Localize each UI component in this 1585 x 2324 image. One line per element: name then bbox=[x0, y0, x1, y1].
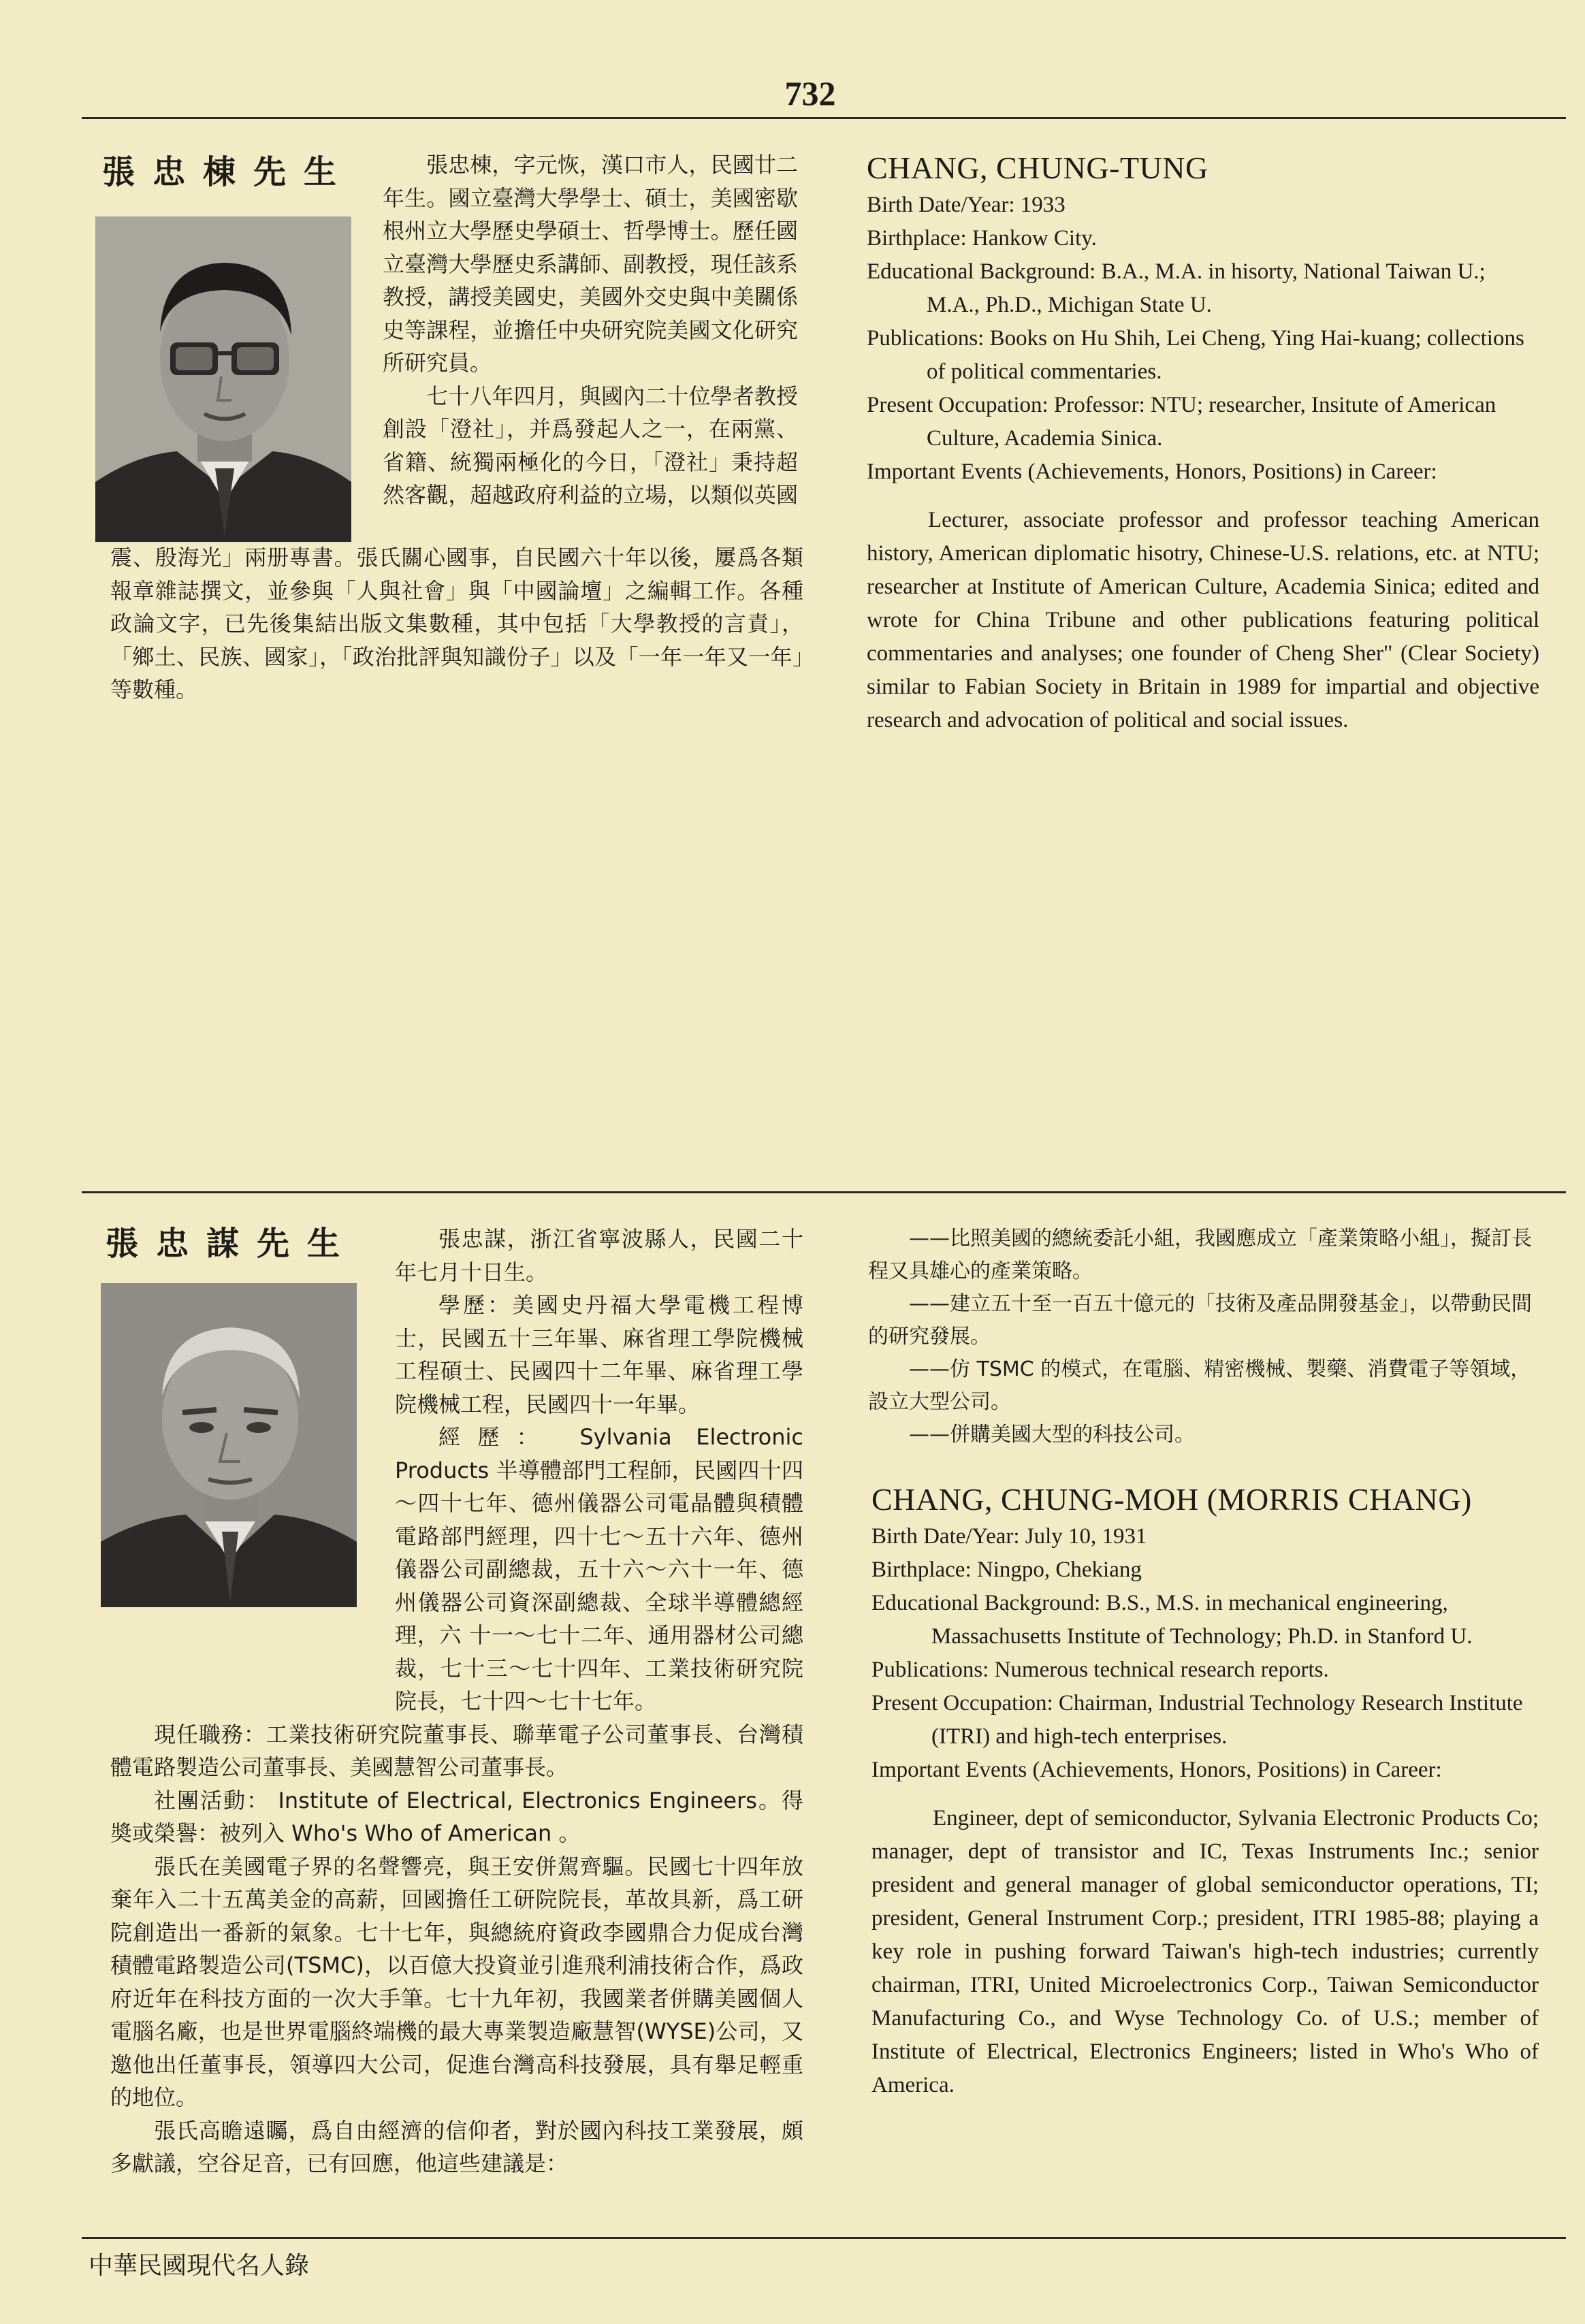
entry2-field-birthdate: Birth Date/Year: July 10, 1931 bbox=[871, 1524, 1147, 1549]
entry2-zh-paragraph-7: 張氏高瞻遠矚，爲自由經濟的信仰者，對於國內科技工業發展，頗多獻議，空谷足音，已有回應，他這些建議是： bbox=[110, 2117, 803, 2176]
entry1-name-en: CHANG, CHUNG-TUNG bbox=[867, 150, 1208, 185]
entry1-en-text bbox=[867, 151, 1539, 737]
entry1-zh-paragraph-2-repeat: 震、殷海光」兩册專書。張氏關心國事，自民國六十年以後，屢爲各類報章雜誌撰文，並參與「人與社會」與「中國論壇」之編輯工作。各種政論文字，已先後集結出版文集數種，其中包括「大學教授的言責」，「鄉土、民族、國家」，「政治批評與知識份子」以及「一年一年又一年」等數種。 bbox=[110, 545, 803, 703]
page-number: 732 bbox=[784, 74, 836, 112]
middle-rule bbox=[82, 1191, 1566, 1193]
entry2-name-zh: 張忠謀先生 bbox=[106, 1225, 358, 1263]
entry2-zh-text bbox=[110, 1223, 803, 2223]
book-title-footer: 中華民國現代名人錄 bbox=[89, 2252, 310, 2280]
entry2-name-en: CHANG, CHUNG-MOH (MORRIS CHANG) bbox=[871, 1482, 1472, 1517]
entry1-zh-paragraph-2-cont bbox=[110, 542, 803, 707]
entry2-zh-paragraph-6: 張氏在美國電子界的名聲響亮，與王安併駕齊驅。民國七十四年放棄年入二十五萬美金的高薪，回國擔任工研院院長，革故具新，爲工研院創造出一番新的氣象。七十七年，與總統府資政李國鼎合力促成台灣積體電路製造公司(TSMC)，以百億大投資並引進飛利浦技術合作，爲政府近年在科技方面的一次大手筆。七十九年初，我國業者併購美國個人電腦名廠，也是世界電腦終端機的最大專業製造廠慧智(WYSE)公司，又邀他出任董事長，領導四大公司，促進台灣高科技發展，具有舉足輕重的地位。 bbox=[110, 1853, 803, 2110]
top-rule bbox=[82, 117, 1566, 119]
entry1-zh-paragraph-1: 張忠棟，字元恢，漢口市人，民國廿二年生。國立臺灣大學學士、碩士，美國密歇根州立大學歷史學碩士、哲學博士。歷任國立臺灣大學歷史系講師、副教授，現任該系教授，講授美國史，美國外交史與中美關係史等課程，並擔任中央研究院美國文化研究所研究員。 bbox=[383, 152, 798, 376]
entry1-zh-text bbox=[110, 148, 803, 513]
entry2-zh-paragraph-4: 現任職務：工業技術研究院董事長、聯華電子公司董事長、台灣積體電路製造公司董事長、美國慧智公司董事長。 bbox=[110, 1721, 803, 1780]
entry2-zh-paragraph-2: 學歷：美國史丹福大學電機工程博士，民國五十三年畢、麻省理工學院機械工程碩士、民國四十二年畢、麻省理工學院機械工程，民國四十一年畢。 bbox=[395, 1292, 803, 1417]
entry1-field-birthplace: Birthplace: Hankow City. bbox=[867, 226, 1097, 251]
entry1-career: Lecturer, associate professor and professor teaching American history, American diplomatic hisotry, Chinese-U.S. relations, etc. at NTU; researcher at Institute of American Culture, Academia Sinica; edited and wrote for China Tribune and other publications featuring political commentaries and analyses; one founder of Cheng Sher" (Clear Society) similar to Fabian Society in Britain in 1989 for impartial and objective research and advocation of political and social issues. bbox=[867, 508, 1539, 732]
entry1-field-education: Educational Background: B.A., M.A. in hisorty, National Taiwan U.; M.A., Ph.D., Michigan State U. bbox=[867, 259, 1486, 317]
entry2-field-events: Important Events (Achievements, Honors, Positions) in Career: bbox=[871, 1758, 1442, 1782]
entry2-field-education: Educational Background: B.S., M.S. in mechanical engineering, Massachusetts Institute of Technology; Ph.D. in Stanford U. bbox=[871, 1591, 1473, 1649]
entry2-zh-paragraph-5: 社團活動： Institute of Electrical, Electronics Engineers。得奬或榮譽：被列入 Who's Who of American 。 bbox=[110, 1787, 803, 1846]
entry1-zh-continuation bbox=[110, 542, 803, 804]
entry1-field-events: Important Events (Achievements, Honors, Positions) in Career: bbox=[867, 459, 1437, 484]
entry2-zh-right bbox=[868, 1223, 1539, 1451]
entry2-zh-proposal-4: ——併購美國大型的科技公司。 bbox=[909, 1423, 1195, 1447]
entry2-field-publications: Publications: Numerous technical research reports. bbox=[871, 1658, 1329, 1682]
entry1-field-publications: Publications: Books on Hu Shih, Lei Cheng, Ying Hai-kuang; collections of political commentaries. bbox=[867, 326, 1524, 384]
entry2-en-text bbox=[871, 1483, 1539, 2102]
entry2-career: Engineer, dept of semiconductor, Sylvania Electronic Products Co; manager, dept of transistor and IC, Texas Instruments Inc.; senior president and general manager of global semiconductor operations, TI; president, General Instrument Corp.; president, ITRI 1985-88; playing a key role in pushing forward Taiwan's high-tech industries; currently chairman, ITRI, United Microelectronics Corp., Taiwan Semiconductor Manufacturing Co., and Wyse Technology Co. of U.S.; member of Institute of Electrical, Electronics Engineers; listed in Who's Who of America. bbox=[871, 1806, 1539, 2097]
entry1-field-occupation: Present Occupation: Professor: NTU; researcher, Insitute of American Culture, Academia Sinica. bbox=[867, 393, 1496, 451]
entry1-field-birthdate: Birth Date/Year: 1933 bbox=[867, 193, 1066, 217]
bottom-rule bbox=[82, 2237, 1566, 2239]
entry1-zh-paragraph-2-head bbox=[383, 380, 798, 513]
entry1-name-zh: 張忠棟先生 bbox=[102, 153, 355, 191]
entry2-zh-proposal-3: ——仿 TSMC 的模式，在電腦、精密機械、製藥、消費電子等領域，設立大型公司。 bbox=[868, 1357, 1531, 1414]
entry1-zh-paragraph-2: 七十八年四月，與國內二十位學者教授創設「澄社」，并爲發起人之一，在兩黨、省籍、統獨兩極化的今日，「澄社」秉持超然客觀，超越政府利益的立場，以類似英國 bbox=[383, 383, 798, 508]
entry2-zh-proposal-2: ——建立五十至一百五十億元的「技術及產品開發基金」，以帶動民間的研究發展。 bbox=[868, 1292, 1532, 1349]
entry2-zh-proposal-1: ——比照美國的總統委託小組，我國應成立「產業策略小組」，擬訂長程又具雄心的產業策略。 bbox=[868, 1227, 1532, 1283]
entry2-field-birthplace: Birthplace: Ningpo, Chekiang bbox=[871, 1558, 1142, 1582]
entry2-zh-paragraph-1: 張忠謀，浙江省寧波縣人，民國二十年七月十日生。 bbox=[395, 1226, 803, 1285]
entry2-zh-paragraph-3: 經歷： Sylvania Electronic Products 半導體部門工程師，民國四十四～四十七年、德州儀器公司電晶體與積體電路部門經理，四十七～五十六年、德州儀器公司副總裁，五十六～六十一年、德州儀器公司資深副總裁、全球半導體總經理，六 十一～七十二年、通用器材公司總裁，七十三～七十四年、工業技術研究院院長，七十四～七十七年。 bbox=[395, 1424, 803, 1714]
entry2-field-occupation: Present Occupation: Chairman, Industrial Technology Research Institute (ITRI) and high-tech enterprises. bbox=[871, 1691, 1523, 1749]
